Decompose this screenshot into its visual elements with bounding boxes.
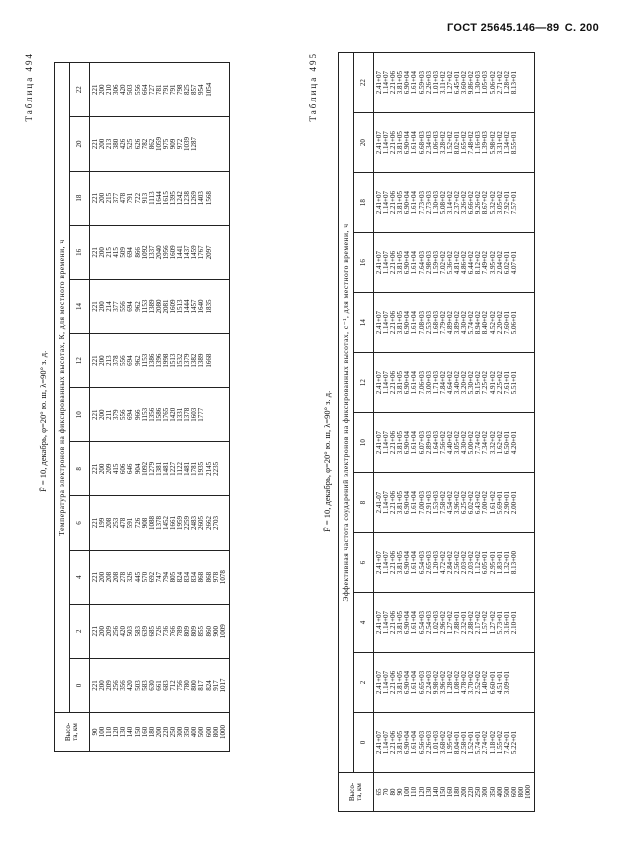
page-number: С. 200 (564, 22, 599, 34)
page-header (445, 22, 599, 34)
value-column: 221 200 209 415 606 646 904 1092 1279 1381 1481 1227 1122 1481 1781 1935 2145 2235 (90, 442, 230, 496)
hour-header: 2 (70, 604, 90, 658)
hour-header: 14 (354, 293, 374, 353)
value-column: 2.41+07 1.14+07 2.21+06 3.81+05 6.90+04 1.61+04 6.56+03 2.26+03 1.01+03 3.68+02 1.95+02 8.04+01 2.58+01 1.52+01 5.74+01 2.74+02 1.18+02 1.55+02 7.42+01 5.22+01 (374, 713, 535, 773)
data-table (338, 52, 535, 812)
hour-header: 4 (70, 550, 90, 604)
table-caption: Температура электронов на фиксированных высотах, К, для местного времени, ч (55, 63, 70, 713)
hour-header: 10 (70, 388, 90, 442)
value-column: 2.41+07 1.14+07 2.21+06 3.81+05 6.90+04 1.61+04 7.73+03 2.73+03 1.30+03 5.08+02 3.14+02 2.37+02 3.26+02 6.66+02 9.26+02 8.67+02 5.32+02 3.05+02 7.92+01 7.57+01 (374, 173, 535, 233)
height-header: Высо- та, км (55, 713, 90, 752)
hour-header: 16 (70, 225, 90, 279)
value-column: 2.41+07 1.14+07 2.21+06 3.81+05 6.90+04 1.61+04 6.65+03 2.24+03 9.98+02 3.96+02 1.28+02 1.08+02 4.78+02 3.70+02 2.52+02 1.40+02 6.60+01 4.51+01 3.09+01 (374, 653, 535, 713)
hour-header: 12 (70, 334, 90, 388)
hour-header: 8 (354, 473, 374, 533)
hour-header: 22 (354, 53, 374, 113)
hour-header: 4 (354, 593, 374, 653)
value-column: 2.41-07 1.14+07 2.21+06 3.81+05 6.90+04 1.61+04 7.00+03 2.91+03 1.53+03 7.58+02 4.54+02 3.96+02 6.25+02 6.02+02 6.43+02 7.00+02 1.61+02 5.69+01 2.90+01 2.00+01 (374, 473, 535, 533)
value-column: 221 199 208 253 478 591 726 908 1088 1378 1452 1661 1959 2259 2483 2605 2662 2703 (90, 496, 230, 550)
hour-header: 20 (354, 113, 374, 173)
standard-number: ГОСТ 25645.146—89 (446, 22, 560, 34)
hour-header: 0 (70, 658, 90, 712)
value-column: 2.41+07 1.14+07 2.21+06 3.81+05 6.90+04 1.61+04 7.06+03 3.00+03 1.71+03 7.84+02 4.64+02 3.40+02 3.20+02 5.30+02 9.15+02 7.25+02 4.91+02 2.25+02 7.61+01 5.51+01 (374, 353, 535, 413)
value-column: 2.41+07 1.14+07 2.21+06 3.81+05 6.90+04 1.61+04 6.54+03 2.54+03 1.02+03 2.96+02 1.27+02 7.88+01 2.32+01 2.88+02 2.17+02 1.57+02 1.27+02 5.73+01 3.16+01 2.10+01 (374, 593, 535, 653)
value-column: 221 200 215 377 478 791 722 913 1113 1644 1615 1395 1242 1238 1269 1403 1568 (90, 171, 230, 225)
value-column: 221 200 210 306 420 503 556 664 727 781 791 791 798 825 857 954 1054 (90, 63, 230, 117)
value-column: 221 200 209 256 420 503 583 639 685 726 736 766 789 809 809 855 860 900 1009 (90, 604, 230, 658)
value-column: 2.41+07 1.14+07 2.21+06 3.81+05 6.90+04 1.61+04 6.68+03 2.34+03 1.06+03 3.28+02 1.52+02 8.02+01 1.65+02 7.48+02 1.16+03 1.39+03 5.98+02 3.31+02 1.34+02 8.55+01 (374, 113, 535, 173)
hour-header: 20 (70, 117, 90, 171)
value-column: 221 200 209 256 356 420 503 583 630 661 683 712 756 780 800 817 824 917 1017 (90, 658, 230, 712)
table-494-block (24, 52, 310, 752)
hour-header: 22 (70, 63, 90, 117)
hour-header: 18 (70, 171, 90, 225)
hour-header: 12 (354, 353, 374, 413)
table-label: Таблица 494 (24, 52, 34, 122)
hour-header: 8 (70, 442, 90, 496)
value-column: 221 200 215 415 509 694 866 1092 1337 2040 1956 1609 1441 1437 1459 1767 2097 (90, 225, 230, 279)
value-column: 221 200 211 379 556 694 966 1153 1356 1586 1765 1420 1331 1378 1603 1777 (90, 388, 230, 442)
table-condition: F̄ = 10, декабрь, φ=20° ю. ш, λ=90° з. д. (38, 350, 48, 492)
value-column: 221 200 213 378 556 694 962 1153 1386 1396 1998 1513 1532 1379 1382 1389 1668 (90, 334, 230, 388)
height-column: 90 100 110 120 130 140 150 160 180 200 220 250 300 350 400 500 600 800 1000 (90, 713, 230, 752)
value-column: 2.41+07 1.14+07 2.21+06 3.81+05 6.90+04 1.61+04 7.08+03 2.53+03 1.68+03 7.79+02 4.89+02 3.89+02 4.30+02 5.74+02 8.94+02 8.40+02 4.52+02 2.20+02 7.60+01 5.06+01 (374, 293, 535, 353)
value-column: 221 200 214 377 556 694 962 1153 1389 2080 2081 1609 1513 1444 1457 1640 1835 (90, 279, 230, 333)
table-condition: F̄ = 10, декабрь, φ=20° ю. ш, λ=90° з. д. (322, 390, 332, 532)
value-column: 2.41+07 1.14+07 2.21+06 3.81+05 6.90+04 1.61+04 6.59+03 2.26+03 1.01+03 3.11+02 1.27+02 6.45+01 3.60+02 9.86+02 1.30+03 1.05+03 5.06+02 2.71+02 1.28+02 8.13+01 (374, 53, 535, 113)
table-caption: Эффективная частота соударений электронов на фиксированных высотах, с⁻¹, для местного времени, ч (339, 53, 354, 773)
hour-header: 10 (354, 413, 374, 473)
table-label: Таблица 495 (308, 52, 318, 122)
value-column: 221 200 213 380 426 525 626 782 862 1059 975 909 972 1039 1287 (90, 117, 230, 171)
height-header: Высо- та, км (339, 773, 374, 812)
hour-header: 16 (354, 233, 374, 293)
value-column: 221 200 208 208 278 326 445 570 692 747 794 805 824 834 834 868 868 978 1078 (90, 550, 230, 604)
hour-header: 6 (354, 533, 374, 593)
value-column: 2.41+07 1.14+07 2.21+06 3.81+05 6.90+04 1.61+04 6.07+03 2.89+03 1.64+03 7.56+02 4.40+02 3.05+02 4.30+02 5.00+02 7.74+02 7.34+02 3.32+02 1.62+02 6.50+01 4.20+01 (374, 413, 535, 473)
value-column: 2.41+07 1.14+07 2.21+06 3.81+05 6.90+04 1.61+04 7.64+03 2.98+03 1.59+03 7.02+02 5.36+02 4.81+02 4.86+02 6.44+02 8.12+02 7.49+02 3.95+02 2.04+02 6.02+01 4.07+01 (374, 233, 535, 293)
data-table (54, 62, 230, 752)
height-column: 65 70 80 90 100 110 120 130 140 150 160 180 200 220 250 300 350 400 500 600 800 1000 (374, 773, 535, 812)
hour-header: 18 (354, 173, 374, 233)
value-column: 2.41+07 1.14+07 2.21+06 3.81+05 6.90+04 1.61+04 6.54+03 2.65+03 1.20+03 4.72+02 2.84+02 2.56+02 2.03+02 2.03+02 1.12+02 6.05+01 2.95+01 1.83+01 1.32+01 8.13+00 (374, 533, 535, 593)
table-495-block (308, 52, 596, 812)
hour-header: 6 (70, 496, 90, 550)
hour-header: 0 (354, 713, 374, 773)
hour-header: 14 (70, 279, 90, 333)
hour-header: 2 (354, 653, 374, 713)
